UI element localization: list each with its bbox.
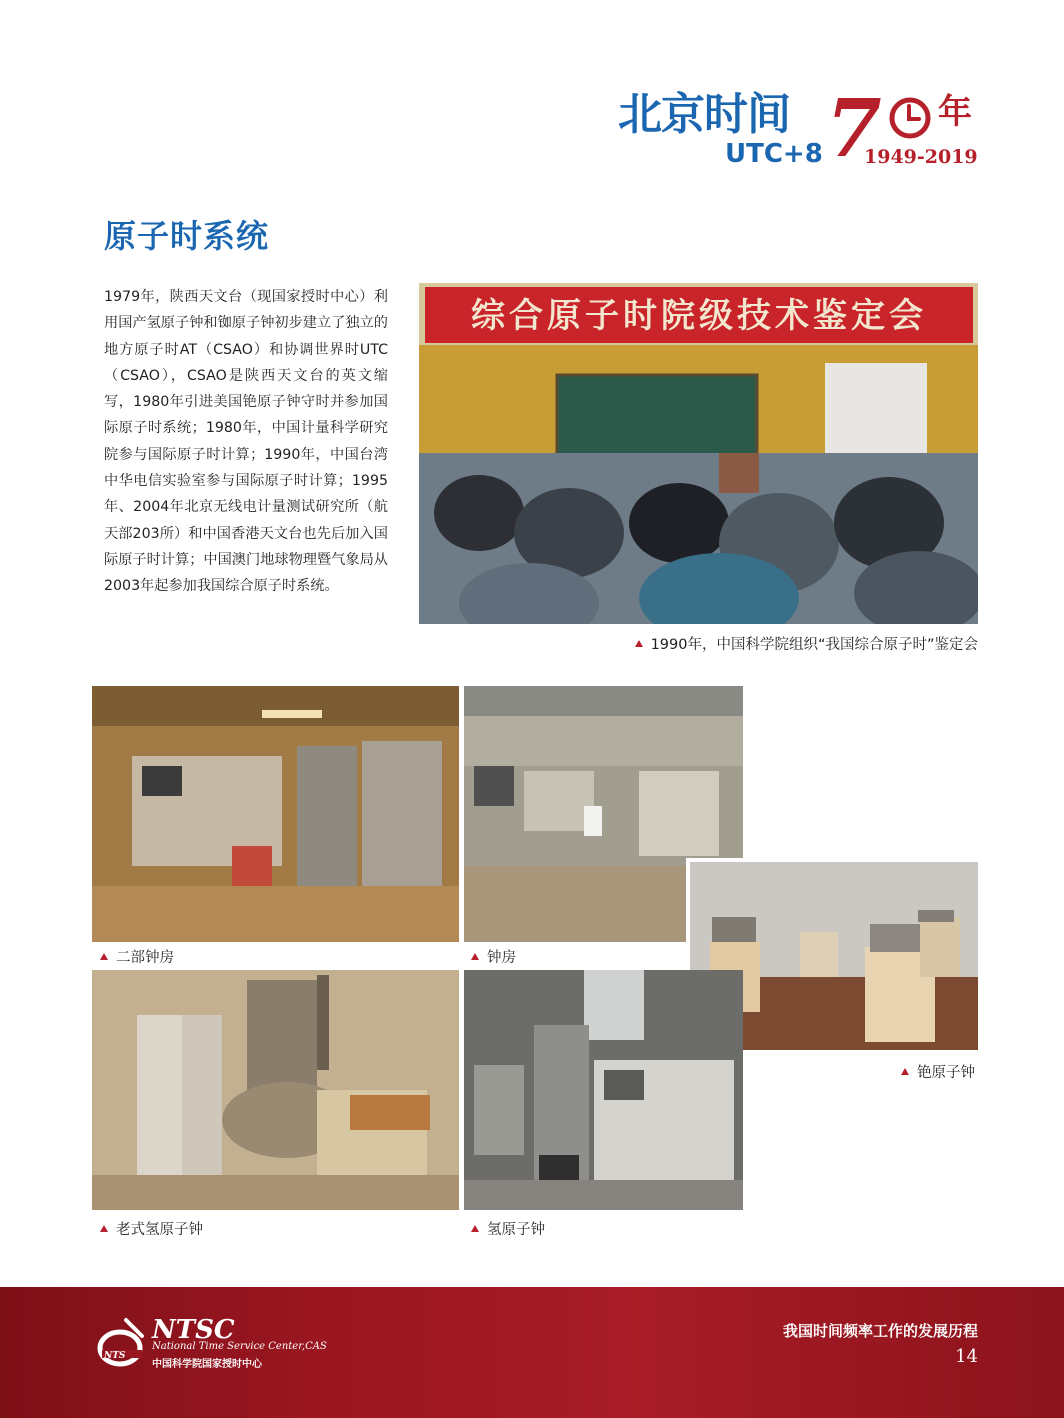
clock-icon: [888, 96, 932, 140]
logo-year-range: 1949-2019: [864, 146, 978, 168]
old-hydrogen-clock-caption: 老式氢原子钟: [100, 1218, 203, 1239]
clock-room-2-caption: 二部钟房: [100, 946, 174, 967]
hydrogen-clock-caption: 氢原子钟: [471, 1218, 545, 1239]
footer-title: 我国时间频率工作的发展历程: [782, 1322, 978, 1340]
logo-title: 北京时间: [618, 89, 790, 140]
header-logo: [618, 81, 988, 175]
triangle-bullet-icon: [471, 1225, 479, 1232]
logo-seven: 7: [826, 81, 882, 175]
triangle-bullet-icon: [635, 640, 643, 647]
intro-paragraph: 1979年，陕西天文台（现国家授时中心）利用国产氢原子钟和铷原子钟初步建立了独立的地方原子时AT（CSAO）和协调世界时UTC（CSAO），CSAO是陕西天文台的英文缩写，1980年引进美国铯原子钟守时并参加国际原子时系统；1980年，中国计量科学研究院参与国际原子时计算；1990年，中国台湾中华电信实验室参与国际原子时计算；1995年、2004年北京无线电计量测试研究所（航天部203所）和中国香港天文台也先后加入国际原子时计算；中国澳门地球物理暨气象局从2003年起参加我国综合原子时系统。: [104, 289, 388, 595]
meeting-caption: 1990年，中国科学院组织“我国综合原子时”鉴定会: [635, 633, 978, 654]
section-title: 原子时系统: [104, 217, 270, 255]
cesium-clock-caption: 铯原子钟: [901, 1061, 975, 1082]
old-hydrogen-clock-photo: [92, 970, 459, 1210]
page-number: 14: [955, 1346, 978, 1367]
logo-utc: UTC+8: [725, 139, 823, 169]
svg-text:NTS: NTS: [104, 1351, 126, 1361]
meeting-banner: 综合原子时院级技术鉴定会: [471, 296, 927, 336]
ntsc-english-name: National Time Service Center,CAS: [152, 1341, 327, 1352]
ntsc-chinese-name: 中国科学院国家授时中心: [152, 1359, 262, 1370]
triangle-bullet-icon: [471, 953, 479, 960]
triangle-bullet-icon: [901, 1068, 909, 1075]
logo-year-char: 年: [938, 92, 972, 132]
clock-room-2-photo: [92, 686, 459, 942]
triangle-bullet-icon: [100, 1225, 108, 1232]
meeting-photo: [419, 283, 978, 624]
triangle-bullet-icon: [100, 953, 108, 960]
clock-room-caption: 钟房: [471, 946, 516, 967]
hydrogen-clock-photo: [464, 970, 743, 1210]
ntsc-abbr: NTSC: [152, 1315, 235, 1345]
